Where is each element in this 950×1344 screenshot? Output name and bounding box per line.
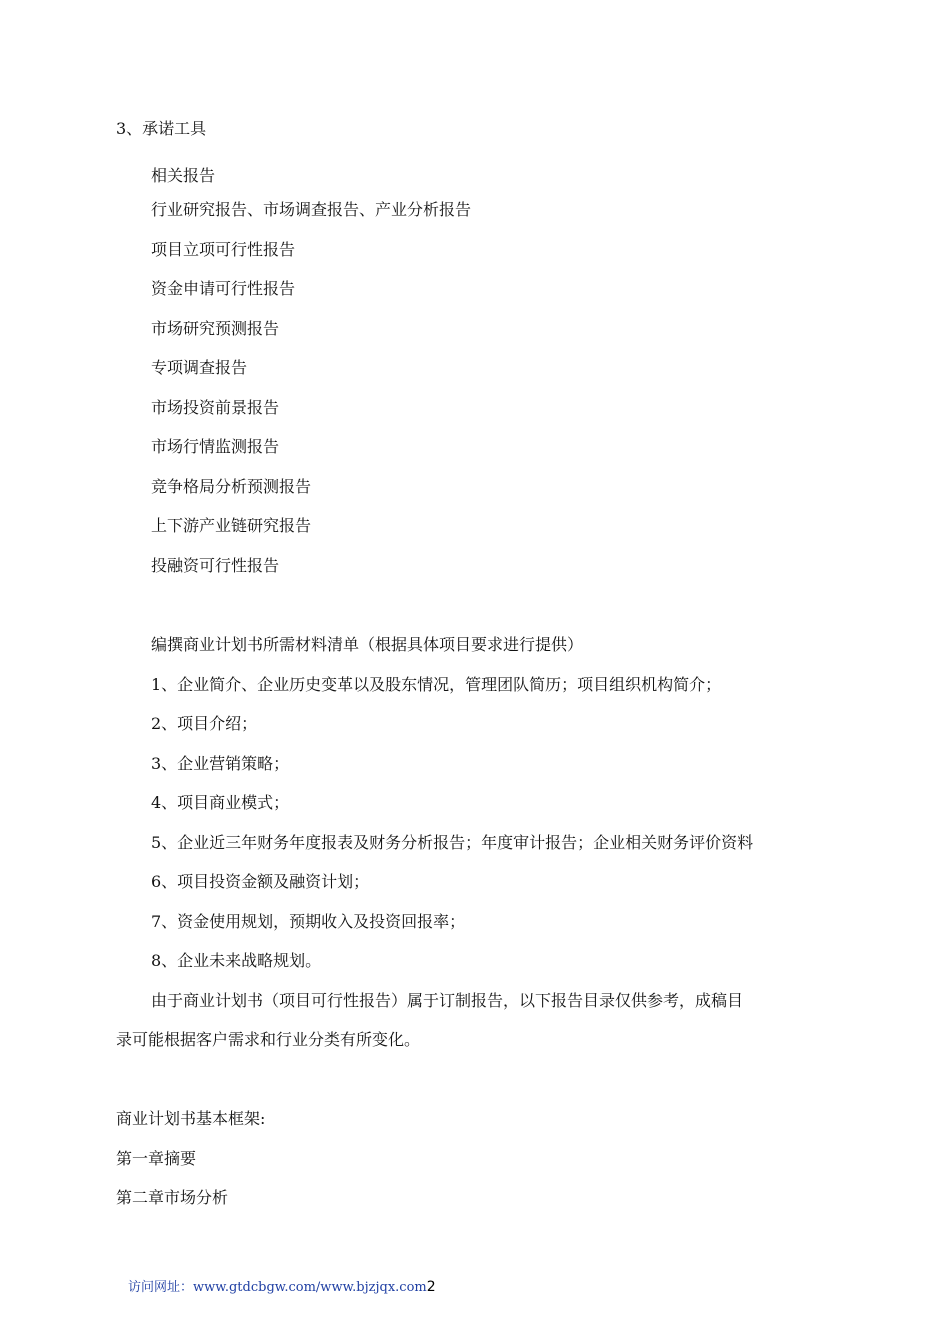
- list-item: 行业研究报告、市场调查报告、产业分析报告: [151, 200, 472, 219]
- note-paragraph-line2: 录可能根据客户需求和行业分类有所变化。: [116, 1030, 421, 1049]
- list-item: 5、企业近三年财务年度报表及财务分析报告；年度审计报告；企业相关财务评价资料: [151, 833, 754, 852]
- list-item: 市场研究预测报告: [151, 319, 280, 338]
- list-item: 3、企业营销策略；: [151, 754, 290, 773]
- list-item: 项目立项可行性报告: [151, 240, 296, 259]
- note-paragraph-line1: 由于商业计划书（项目可行性报告）属于订制报告，以下报告目录仅供参考，成稿目: [151, 991, 744, 1010]
- section-heading-promise-tools: 3、承诺工具: [116, 119, 207, 138]
- list-item: 2、项目介绍；: [151, 714, 258, 733]
- list-item: 上下游产业链研究报告: [151, 516, 312, 535]
- list-item: 投融资可行性报告: [151, 556, 280, 575]
- list-item: 竞争格局分析预测报告: [151, 477, 312, 496]
- framework-heading: 商业计划书基本框架:: [116, 1109, 266, 1128]
- page-footer: [128, 1278, 436, 1297]
- list-item: 市场投资前景报告: [151, 398, 280, 417]
- chapter-item: 第二章市场分析: [116, 1188, 229, 1207]
- page-number: 2: [426, 1279, 436, 1295]
- list-item: 专项调查报告: [151, 358, 248, 377]
- list-item: 4、项目商业模式；: [151, 793, 290, 812]
- list-item: 1、企业简介、企业历史变革以及股东情况，管理团队简历；项目组织机构简介；: [151, 675, 722, 694]
- list-item: 市场行情监测报告: [151, 437, 280, 456]
- footer-url-link[interactable]: www.gtdcbgw.com/www.bjzjqx.com: [193, 1280, 427, 1295]
- list-item: 资金申请可行性报告: [151, 279, 296, 298]
- materials-heading: 编撰商业计划书所需材料清单（根据具体项目要求进行提供）: [151, 635, 584, 654]
- chapter-item: 第一章摘要: [116, 1149, 197, 1168]
- footer-label: 访问网址：: [128, 1280, 194, 1295]
- list-item: 6、项目投资金额及融资计划；: [151, 872, 370, 891]
- list-item: 7、资金使用规划，预期收入及投资回报率；: [151, 912, 466, 931]
- list-item: 8、企业未来战略规划。: [151, 951, 322, 970]
- related-reports-heading: 相关报告: [151, 166, 216, 185]
